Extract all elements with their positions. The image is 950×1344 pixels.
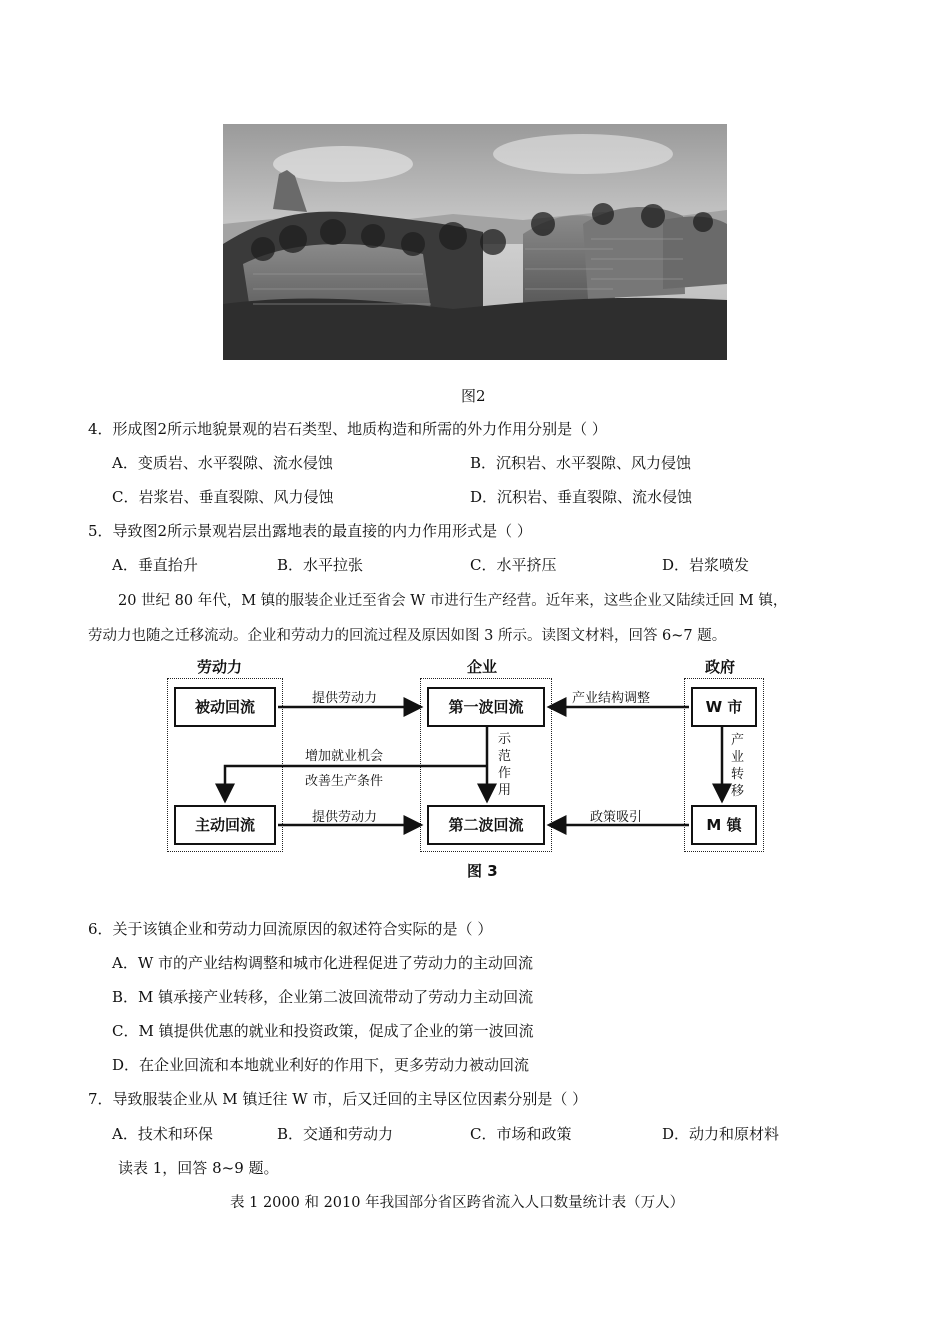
label-improve-conditions: 改善生产条件 bbox=[305, 774, 384, 789]
column-header-enterprise: 企业 bbox=[467, 658, 498, 676]
passage-line-1: 20 世纪 80 年代，M 镇的服装企业迁至省会 W 市进行生产经营。近年来，这些企业又陆续迁回 M 镇， bbox=[118, 593, 788, 609]
passive-return-box: 被动回流 bbox=[174, 687, 276, 727]
question-6-option-b: B．M 镇承接产业转移，企业第二波回流带动了劳动力主动回流 bbox=[112, 988, 534, 1006]
question-6-option-a: A．W 市的产业结构调整和城市化进程促进了劳动力的主动回流 bbox=[112, 954, 534, 972]
question-6-stem: 6．关于该镇企业和劳动力回流原因的叙述符合实际的是（ ） bbox=[88, 920, 493, 938]
label-demo-effect: 示范作用 bbox=[498, 732, 512, 798]
w-city-box: W 市 bbox=[691, 687, 757, 727]
question-6-option-d: D．在企业回流和本地就业利好的作用下，更多劳动力被动回流 bbox=[112, 1056, 530, 1074]
question-7-option-c: C．市场和政策 bbox=[470, 1125, 572, 1143]
figure-2-caption: 图2 bbox=[461, 387, 486, 405]
question-6-option-c: C．M 镇提供优惠的就业和投资政策，促成了企业的第一波回流 bbox=[112, 1022, 534, 1040]
question-7-stem: 7．导致服装企业从 M 镇迁往 W 市，后又迁回的主导区位因素分别是（ ） bbox=[88, 1090, 588, 1108]
question-4-option-c: C．岩浆岩、垂直裂隙、风力侵蚀 bbox=[112, 488, 334, 506]
table-1-title: 表 1 2000 和 2010 年我国部分省区跨省流入人口数量统计表（万人） bbox=[230, 1195, 685, 1211]
question-5-option-d: D．岩浆喷发 bbox=[662, 556, 750, 574]
figure-3-flow-diagram bbox=[165, 656, 775, 856]
m-town-box: M 镇 bbox=[691, 805, 757, 845]
label-provide-labour-1: 提供劳动力 bbox=[312, 691, 378, 706]
question-4-option-d: D．沉积岩、垂直裂隙、流水侵蚀 bbox=[470, 488, 693, 506]
question-4-option-b: B．沉积岩、水平裂隙、风力侵蚀 bbox=[470, 454, 692, 472]
question-7-option-d: D．动力和原材料 bbox=[662, 1125, 780, 1143]
table-intro: 读表 1，回答 8~9 题。 bbox=[118, 1159, 279, 1177]
question-4-option-a: A．变质岩、水平裂隙、流水侵蚀 bbox=[112, 454, 333, 472]
question-5-stem: 5．导致图2所示景观岩层出露地表的最直接的内力作用形式是（ ） bbox=[88, 522, 532, 540]
label-more-jobs: 增加就业机会 bbox=[305, 749, 384, 764]
question-7-option-b: B．交通和劳动力 bbox=[277, 1125, 394, 1143]
question-5-option-b: B．水平拉张 bbox=[277, 556, 364, 574]
second-wave-return-box: 第二波回流 bbox=[427, 805, 545, 845]
danxia-landscape-photo bbox=[223, 124, 727, 360]
column-header-labour: 劳动力 bbox=[197, 658, 243, 676]
label-policy-attract: 政策吸引 bbox=[590, 810, 643, 825]
active-return-box: 主动回流 bbox=[174, 805, 276, 845]
label-industry-transfer: 产业转移 bbox=[731, 733, 745, 799]
column-header-government: 政府 bbox=[705, 658, 736, 676]
label-industry-adjust: 产业结构调整 bbox=[572, 691, 651, 706]
label-provide-labour-2: 提供劳动力 bbox=[312, 810, 378, 825]
question-7-option-a: A．技术和环保 bbox=[112, 1125, 213, 1143]
question-5-option-a: A．垂直抬升 bbox=[112, 556, 198, 574]
first-wave-return-box: 第一波回流 bbox=[427, 687, 545, 727]
diagram-arrows bbox=[165, 656, 775, 856]
passage-line-2: 劳动力也随之迁移流动。企业和劳动力的回流过程及原因如图 3 所示。读图文材料，回答 6~7 题。 bbox=[88, 628, 727, 644]
question-5-option-c: C．水平挤压 bbox=[470, 556, 557, 574]
question-4-stem: 4．形成图2所示地貌景观的岩石类型、地质构造和所需的外力作用分别是（ ） bbox=[88, 420, 607, 438]
figure-3-caption: 图 3 bbox=[467, 862, 498, 880]
